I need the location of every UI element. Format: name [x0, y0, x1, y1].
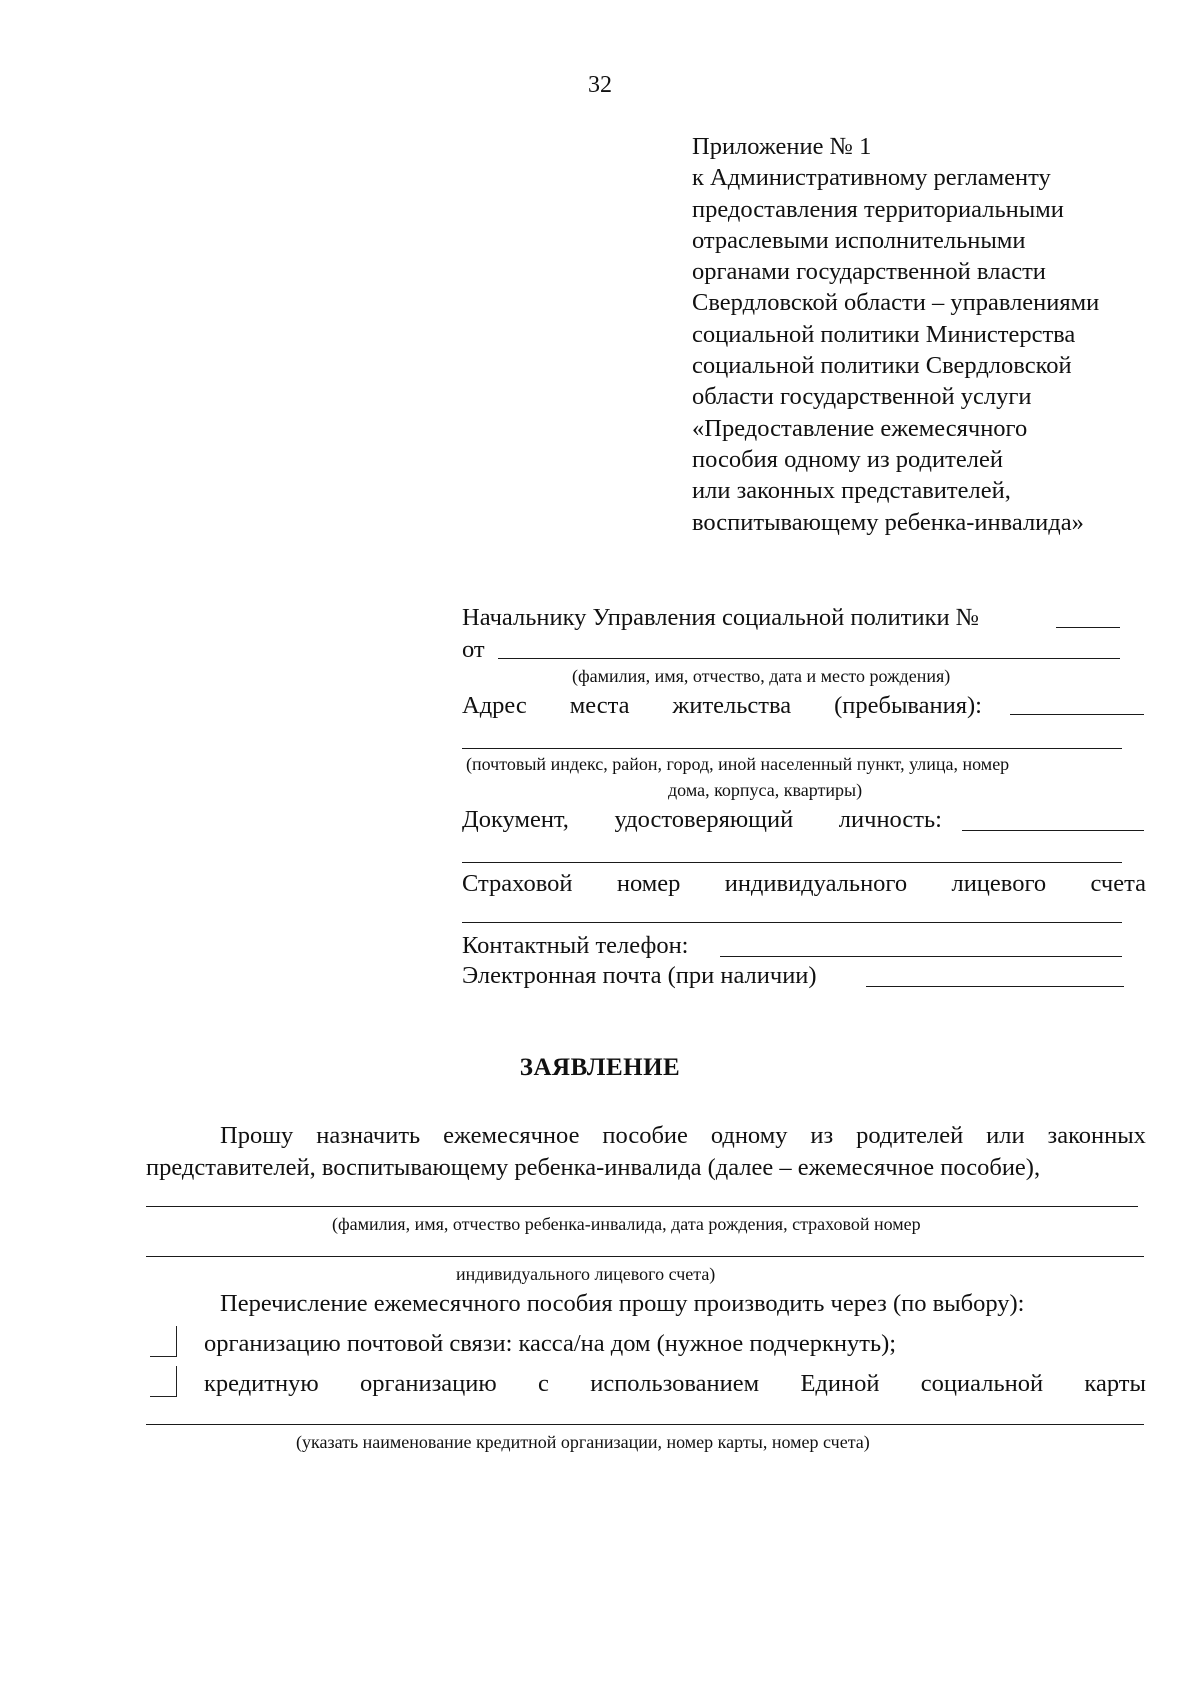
applicant-name-field[interactable]: [498, 658, 1120, 659]
appendix-line: области государственной услуги: [692, 383, 1032, 411]
child-caption-1: (фамилия, имя, отчество ребенка-инвалида, дата рождения, страховой номер: [332, 1214, 921, 1234]
appendix-line: воспитывающему ребенка-инвалида»: [692, 508, 1084, 536]
bank-option-word: Единой: [800, 1370, 880, 1397]
phone-field[interactable]: [720, 956, 1122, 957]
paragraph-word: законных: [1047, 1122, 1146, 1149]
paragraph-word: одному: [710, 1122, 788, 1149]
address-field-2[interactable]: [462, 748, 1122, 749]
bank-option-word: использованием: [590, 1370, 760, 1397]
address-field-1[interactable]: [1010, 714, 1144, 715]
statement-title: ЗАЯВЛЕНИЕ: [519, 1054, 681, 1081]
statement-paragraph-line-2: представителей, воспитывающему ребенка-инвалида (далее – ежемесячное пособие),: [146, 1154, 1041, 1181]
post-option-label: организацию почтовой связи: касса/на дом (нужное подчеркнуть);: [204, 1330, 897, 1357]
page-number: 32: [588, 72, 612, 98]
appendix-line: отраслевыми исполнительными: [692, 226, 1026, 254]
paragraph-word: родителей: [856, 1122, 964, 1149]
appendix-line: органами государственной власти: [692, 258, 1046, 286]
email-field[interactable]: [866, 986, 1124, 987]
snils-word: индивидуального: [724, 870, 908, 897]
document-word: Документ,: [462, 806, 569, 833]
identity-document-field-1[interactable]: [962, 830, 1144, 831]
snils-word: номер: [616, 870, 681, 897]
phone-label: Контактный телефон:: [462, 932, 689, 959]
appendix-line: Свердловской области – управлениями: [692, 289, 1100, 317]
address-word: (пребывания):: [834, 692, 982, 719]
document-word: личность:: [838, 806, 942, 833]
child-info-field-2[interactable]: [146, 1256, 1144, 1257]
paragraph-word: назначить: [316, 1122, 421, 1149]
snils-word: лицевого: [951, 870, 1047, 897]
snils-field[interactable]: [462, 922, 1122, 923]
department-number-field[interactable]: [1056, 627, 1120, 628]
appendix-block: [692, 131, 1192, 538]
address-caption-1: (почтовый индекс, район, город, иной населенный пункт, улица, номер: [466, 754, 1010, 774]
appendix-line: или законных представителей,: [692, 477, 1011, 505]
transfer-intro: Перечисление ежемесячного пособия прошу производить через (по выбору):: [220, 1290, 1025, 1317]
bank-option-word: кредитную: [204, 1370, 319, 1397]
paragraph-word: или: [986, 1122, 1025, 1149]
paragraph-word: из: [810, 1122, 834, 1149]
document-label: [462, 806, 942, 834]
appendix-line: пособия одному из родителей: [692, 445, 1003, 473]
snils-word: счета: [1090, 870, 1146, 897]
paragraph-word: ежемесячное: [443, 1122, 580, 1149]
address-caption-2: дома, корпуса, квартиры): [668, 780, 863, 800]
email-label: Электронная почта (при наличии): [462, 962, 817, 989]
paragraph-word: Прошу: [220, 1122, 294, 1149]
statement-paragraph-line-1: [220, 1122, 1146, 1150]
document-word: удостоверяющий: [614, 806, 794, 833]
bank-option-word: карты: [1084, 1370, 1146, 1397]
paragraph-word: пособие: [602, 1122, 688, 1149]
bank-option-word: организацию: [359, 1370, 497, 1397]
snils-label: [462, 870, 1146, 898]
to-head-label: Начальнику Управления социальной политики №: [462, 604, 980, 631]
bank-option-checkbox[interactable]: [150, 1366, 177, 1397]
child-info-field-1[interactable]: [146, 1206, 1138, 1207]
bank-option-word: социальной: [920, 1370, 1044, 1397]
address-label: [462, 692, 982, 720]
appendix-line: «Предоставление ежемесячного: [692, 414, 1028, 442]
bank-details-field[interactable]: [146, 1424, 1144, 1425]
child-caption-2: индивидуального лицевого счета): [456, 1264, 716, 1284]
from-label: от: [462, 636, 485, 663]
address-word: жительства: [672, 692, 792, 719]
bank-option-label: [204, 1370, 1146, 1398]
appendix-line: к Административному регламенту: [692, 164, 1051, 192]
appendix-line: социальной политики Министерства: [692, 320, 1076, 348]
address-word: Адрес: [462, 692, 527, 719]
post-option-checkbox[interactable]: [150, 1326, 177, 1357]
from-caption: (фамилия, имя, отчество, дата и место рождения): [572, 666, 951, 686]
appendix-line: предоставления территориальными: [692, 195, 1064, 223]
appendix-line: Приложение № 1: [692, 133, 872, 160]
appendix-line: социальной политики Свердловской: [692, 352, 1072, 380]
snils-word: Страховой: [462, 870, 573, 897]
identity-document-field-2[interactable]: [462, 862, 1122, 863]
bank-option-word: с: [538, 1370, 549, 1397]
bank-caption: (указать наименование кредитной организации, номер карты, номер счета): [296, 1432, 870, 1452]
address-word: места: [569, 692, 630, 719]
